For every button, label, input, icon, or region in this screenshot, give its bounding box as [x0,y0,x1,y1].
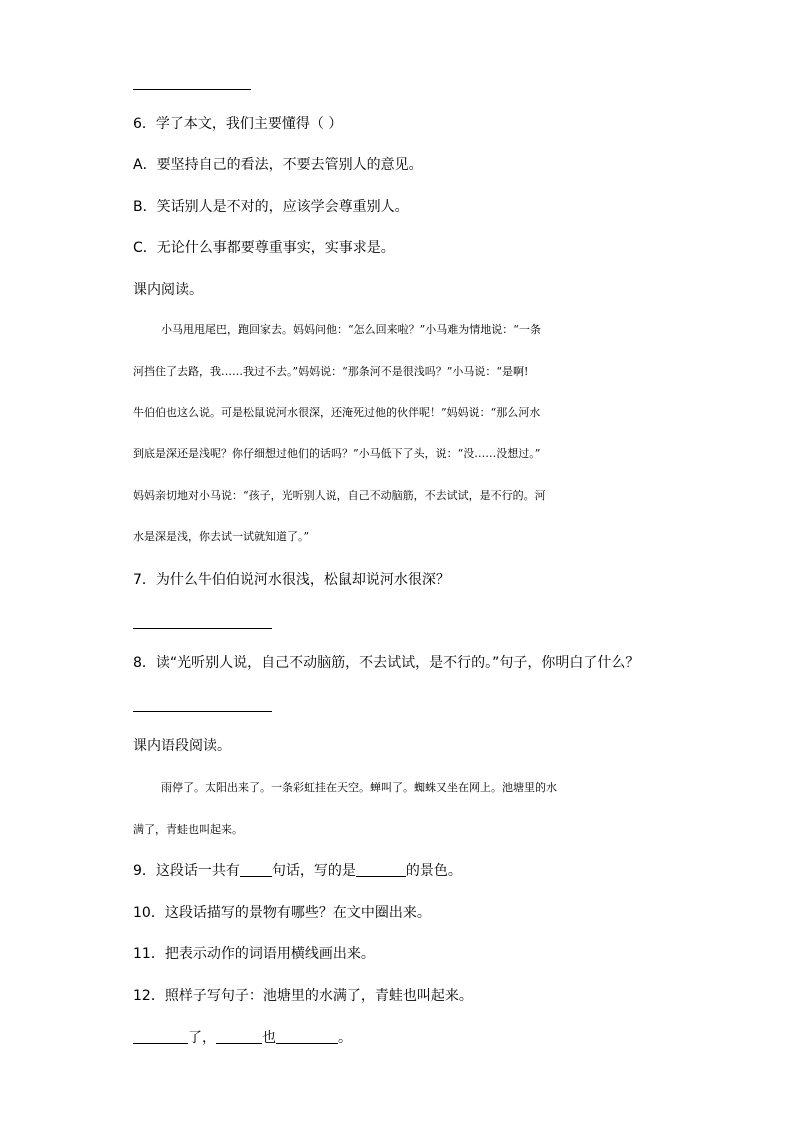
question-8: 8．读“光听别人说，自己不动脑筋，不去试试，是不行的。”句子，你明白了什么？ [133,655,640,671]
passage-line: 满了，青蛙也叫起来。 [133,823,243,836]
q12-text-3: 。 [338,1030,352,1046]
q9-text-2: 句话，写的是 [271,863,356,879]
passage-line: 雨停了。太阳出来了。一条彩虹挂在天空。蝉叫了。蜘蛛又坐在网上。池塘里的水 [161,781,557,794]
blank-scene[interactable] [356,862,406,877]
q12-text-2: 也 [262,1030,276,1046]
blank-action[interactable] [276,1029,338,1044]
option-b[interactable]: B．笑话别人是不对的，应该学会尊重别人。 [133,199,409,215]
answer-line-q7[interactable] [133,628,272,629]
passage-line: 河挡住了去路，我……我过不去。”妈妈说：“那条河不是很浅吗？”小马说：“是啊! [133,365,529,378]
answer-line-q8[interactable] [133,711,272,712]
passage-line: 妈妈亲切地对小马说：“孩子，光听别人说，自己不动脑筋，不去试试，是不行的。河 [133,489,546,502]
blank-subject[interactable] [133,1029,188,1044]
passage-line: 牛伯伯也这么说。可是松鼠说河水很深，还淹死过他的伙伴呢！”妈妈说：“那么河水 [133,406,541,419]
passage-line: 小马甩甩尾巴，跑回家去。妈妈问他：“怎么回来啦？”小马难为情地说：“一条 [161,323,541,336]
passage-line: 水是深是浅，你去试一试就知道了。” [133,530,310,543]
q12-text-1: 了， [188,1030,216,1046]
question-9 [133,861,462,881]
question-12: 12．照样子写句子：池塘里的水满了，青蛙也叫起来。 [133,988,473,1004]
question-6: 6．学了本文，我们主要懂得（ ） [133,116,343,132]
q9-text-1: 9．这段话一共有 [133,863,240,879]
question-7: 7．为什么牛伯伯说河水很浅，松鼠却说河水很深？ [133,572,450,588]
question-11: 11．把表示动作的词语用横线画出来。 [133,946,375,962]
section-heading-reading: 课内阅读。 [133,282,203,298]
option-a[interactable]: A．要坚持自己的看法，不要去管别人的意见。 [133,157,423,173]
section-heading-segment: 课内语段阅读。 [133,738,231,754]
question-10: 10．这段话描写的景物有哪些？在文中圈出来。 [133,905,431,921]
option-c[interactable]: C．无论什么事都要尊重事实，实事求是。 [133,240,395,256]
blank-second-subject[interactable] [216,1029,262,1044]
blank-sentence-count[interactable] [240,862,272,877]
passage-line: 到底是深还是浅呢？你仔细想过他们的话吗？”小马低下了头，说：“没……没想过。” [133,447,541,460]
q9-text-3: 的景色。 [405,863,462,879]
question-12-template [133,1028,352,1048]
answer-line-q5[interactable] [133,89,251,90]
